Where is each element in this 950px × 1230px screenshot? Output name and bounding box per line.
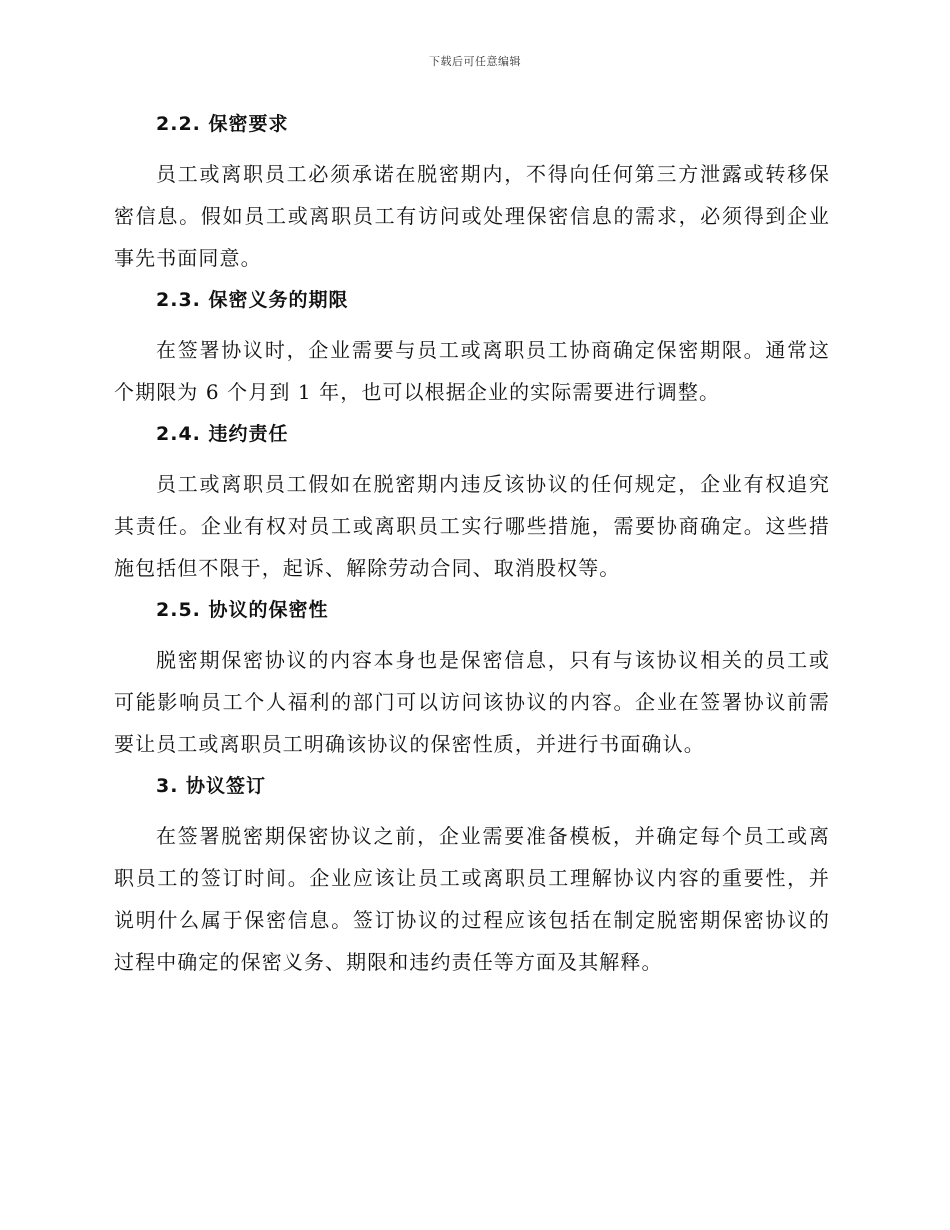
page-header: 下载后可任意编辑 — [429, 55, 521, 68]
section-heading: 3. 协议签订 — [156, 775, 267, 797]
section-paragraph: 在签署脱密期保密协议之前，企业需要准备模板，并确定每个员工或离职员工的签订时间。企业应该让员工或离职员工理解协议内容的重要性，并说明什么属于保密信息。签订协议的过程应该包括在制定脱密期保密协议的过程中确定的保密义务、期限和违约责任等方面及其解释。 — [114, 824, 830, 974]
section-2-4 — [114, 420, 830, 589]
section-paragraph: 在签署协议时，企业需要与员工或离职员工协商确定保密期限。通常这个期限为 6 个月到 1 年，也可以根据企业的实际需要进行调整。 — [114, 338, 830, 404]
section-heading: 2.4. 违约责任 — [156, 423, 289, 445]
section-paragraph: 脱密期保密协议的内容本身也是保密信息，只有与该协议相关的员工或可能影响员工个人福利的部门可以访问该协议的内容。企业在签署协议前需要让员工或离职员工明确该协议的保密性质，并进行书面确认。 — [114, 648, 830, 756]
section-heading: 2.2. 保密要求 — [156, 113, 289, 135]
section-paragraph: 员工或离职员工必须承诺在脱密期内，不得向任何第三方泄露或转移保密信息。假如员工或离职员工有访问或处理保密信息的需求，必须得到企业事先书面同意。 — [114, 162, 830, 270]
section-2-5 — [114, 596, 830, 765]
section-heading: 2.5. 协议的保密性 — [156, 599, 329, 621]
section-2-2 — [114, 110, 830, 279]
section-2-3 — [114, 286, 830, 413]
section-paragraph: 员工或离职员工假如在脱密期内违反该协议的任何规定，企业有权追究其责任。企业有权对员工或离职员工实行哪些措施，需要协商确定。这些措施包括但不限于，起诉、解除劳动合同、取消股权等。 — [114, 472, 830, 580]
document-body — [114, 110, 830, 990]
section-heading: 2.3. 保密义务的期限 — [156, 289, 349, 311]
section-3 — [114, 772, 830, 983]
